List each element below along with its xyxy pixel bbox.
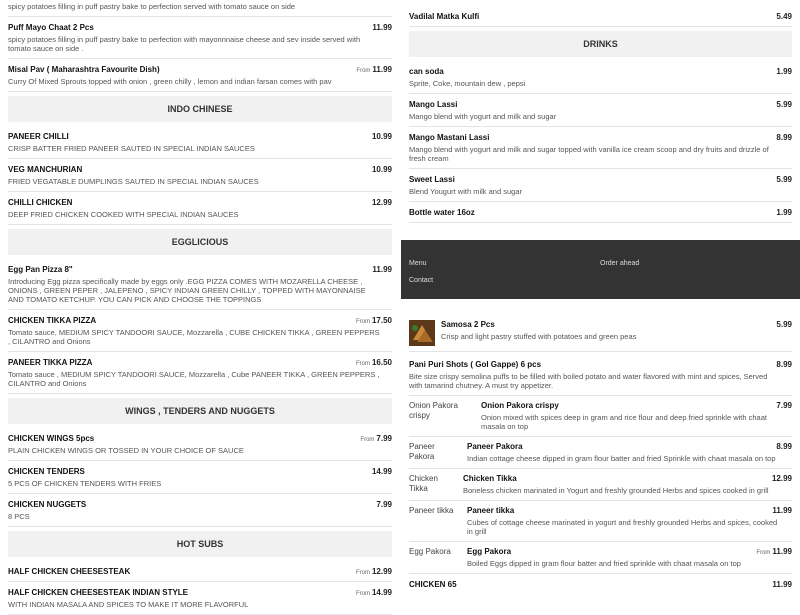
item-price xyxy=(360,434,392,443)
item-price xyxy=(372,132,392,141)
item-header xyxy=(8,198,392,207)
item-description: Crisp and light pastry stuffed with potatoes and green peas xyxy=(441,332,637,341)
item-name: Mango Lassi xyxy=(409,100,458,109)
item-header xyxy=(467,442,792,451)
menu-item[interactable] xyxy=(8,494,392,527)
price-value: 12.99 xyxy=(771,474,792,483)
item-header xyxy=(8,23,392,32)
item-description: Boneless chicken marinated in Yogurt and freshly grounded Herbs and spices cooked in grill xyxy=(463,486,769,495)
price-from-label: From xyxy=(360,437,375,443)
price-value: 1.99 xyxy=(776,208,792,217)
broken-image-alt: Paneer tikka xyxy=(409,506,454,515)
item-name: VEG MANCHURIAN xyxy=(8,165,83,174)
menu-group-appetizers xyxy=(409,396,792,574)
item-price xyxy=(776,401,792,410)
item-description: 8 PCS xyxy=(8,512,30,521)
price-value: 5.99 xyxy=(776,175,792,184)
price-from-label: From xyxy=(355,570,370,576)
menu-item[interactable] xyxy=(8,17,392,59)
menu-item[interactable] xyxy=(409,169,792,202)
item-description: Mango blend with yogurt and milk and sugar xyxy=(409,112,557,121)
item-header xyxy=(8,567,392,576)
item-name: CHICKEN TIKKA PIZZA xyxy=(8,316,97,325)
item-header xyxy=(463,474,792,483)
item-name: Bottle water 16oz xyxy=(409,208,475,217)
price-value: 17.50 xyxy=(371,316,392,325)
item-price: 11.99 xyxy=(772,580,792,589)
item-header xyxy=(8,434,392,443)
price-value: 10.99 xyxy=(371,165,392,174)
item-name: CHILLI CHICKEN xyxy=(8,198,73,207)
menu-item[interactable] xyxy=(409,94,792,127)
item-price xyxy=(776,133,792,142)
item-price xyxy=(356,358,392,367)
menu-item[interactable] xyxy=(409,0,792,27)
item-description: spicy potatoes filling in puff pastry bake to perfection served with tomato sauce on side xyxy=(8,2,296,11)
price-value: 12.99 xyxy=(371,567,392,576)
item-description: Sprite, Coke, mountain dew , pepsi xyxy=(409,79,526,88)
item-description: spicy potatoes filling in puff pastry bake to perfection with mayonnnaise cheese and sev inside served with tomato sauce on side . xyxy=(8,35,361,53)
menu-item[interactable] xyxy=(409,469,792,501)
item-header xyxy=(409,208,792,217)
item-body xyxy=(467,506,792,536)
item-name: Egg Pan Pizza 8" xyxy=(8,265,73,274)
item-description: Cubes of cottage cheese marinated in yogurt and freshly grounded Herbs and spices, cooked in grill xyxy=(467,518,778,536)
menu-group-drinks xyxy=(409,61,792,223)
price-value: 11.99 xyxy=(372,23,392,32)
item-price xyxy=(772,474,792,483)
broken-image-alt: Paneer Pakora xyxy=(409,442,435,461)
item-price xyxy=(776,100,792,109)
item-description: CRISP BATTER FRIED PANEER SAUTED IN SPECIAL INDIAN SAUCES xyxy=(8,144,255,153)
item-description: Boiled Eggs dipped in gram flour batter and fried sprinkle with chaat masala on top xyxy=(467,559,741,568)
item-price xyxy=(776,67,792,76)
item-name: Puff Mayo Chaat 2 Pcs xyxy=(8,23,94,32)
item-description: FRIED VEGATABLE DUMPLINGS SAUTED IN SPECIAL INDIAN SAUCES xyxy=(8,177,259,186)
item-price xyxy=(772,506,792,515)
item-name: Chicken Tikka xyxy=(463,474,517,483)
item-header xyxy=(8,165,392,174)
item-description: 5 PCS OF CHICKEN TENDERS WITH FRIES xyxy=(8,479,162,488)
menu-item[interactable] xyxy=(409,202,792,223)
nav-link-menu[interactable]: Menu xyxy=(409,260,427,267)
item-header xyxy=(8,316,392,325)
item-description: Indian cottage cheese dipped in gram flour batter and fried Sprinkle with chaat masala on top xyxy=(467,454,776,463)
item-description: Curry Of Mixed Sprouts topped with onion , green chilly , lemon and indian farsan comes with pav xyxy=(8,77,332,86)
item-description: DEEP FRIED CHICKEN COOKED WITH SPECIAL INDIAN SAUCES xyxy=(8,210,239,219)
menu-group-egglicious xyxy=(8,259,392,394)
price-value: 7.99 xyxy=(376,500,392,509)
menu-group-wings xyxy=(8,428,392,527)
menu-item[interactable] xyxy=(8,192,392,225)
menu-item-partial[interactable] xyxy=(8,0,392,17)
item-name: PANEER TIKKA PIZZA xyxy=(8,358,93,367)
item-name: PANEER CHILLI xyxy=(8,132,69,141)
item-name: CHICKEN TENDERS xyxy=(8,467,85,476)
item-name: CHICKEN WINGS 5pcs xyxy=(8,434,95,443)
menu-item[interactable] xyxy=(409,574,792,594)
price-value: 14.99 xyxy=(371,467,392,476)
item-header xyxy=(467,506,792,515)
item-description: Onion mixed with spices deep in gram and rice flour and deep fried sprinkle with chaat masala on top xyxy=(481,413,767,431)
item-name: HALF CHICKEN CHEESESTEAK INDIAN STYLE xyxy=(8,588,189,597)
left-menu-column xyxy=(0,0,400,609)
menu-item[interactable] xyxy=(8,159,392,192)
nav-link-order-ahead[interactable]: Order ahead xyxy=(600,260,640,267)
item-header xyxy=(8,65,392,74)
footer-nav-bar xyxy=(401,240,800,299)
item-body xyxy=(481,401,792,431)
menu-item[interactable] xyxy=(8,259,392,310)
item-header xyxy=(467,547,792,556)
menu-item[interactable] xyxy=(8,461,392,494)
item-price xyxy=(372,23,392,32)
section-egglicious: EGGLICIOUS xyxy=(8,229,392,255)
item-description: Tomato sauce, MEDIUM SPICY TANDOORI SAUCE, Mozzarella , CUBE CHICKEN TIKKA , GREEN PEPPERS , CILANTRO and Onions xyxy=(8,328,380,346)
price-value: 11.99 xyxy=(772,506,792,515)
price-value: 10.99 xyxy=(371,132,392,141)
item-price xyxy=(372,467,392,476)
appetizers-block xyxy=(409,290,792,594)
item-price xyxy=(356,316,392,325)
menu-item[interactable] xyxy=(8,428,392,461)
menu-item[interactable] xyxy=(409,61,792,94)
item-description: Tomato sauce , MEDIUM SPICY TANDOORI SAUCE, Mozzarella , Cube PANEER TIKKA , GREEN PEPPERS , CILANTRO and Onions xyxy=(8,370,380,388)
item-header xyxy=(409,133,792,142)
item-name: Onion Pakora crispy xyxy=(481,401,559,410)
item-name: Sweet Lassi xyxy=(409,175,455,184)
item-description: WITH INDIAN MASALA AND SPICES TO MAKE IT MORE FLAVORFUL xyxy=(8,600,249,609)
price-from-label: From xyxy=(355,361,370,367)
price-value: 8.99 xyxy=(776,442,792,451)
item-name: CHICKEN NUGGETS xyxy=(8,500,87,509)
price-value: 11.99 xyxy=(372,65,392,74)
item-name: can soda xyxy=(409,67,444,76)
menu-item[interactable] xyxy=(409,396,792,437)
section-drinks: DRINKS xyxy=(409,31,792,57)
item-header xyxy=(8,132,392,141)
section-indo-chinese: INDO CHINESE xyxy=(8,96,392,122)
menu-group-chaat xyxy=(8,17,392,92)
price-value: 8.99 xyxy=(776,133,792,142)
price-value: 11.99 xyxy=(372,265,392,274)
menu-item-samosa[interactable] xyxy=(409,300,792,352)
item-name: CHICKEN 65 xyxy=(409,580,457,589)
price-value: 16.50 xyxy=(371,358,392,367)
price-value: 7.99 xyxy=(376,434,392,443)
item-body xyxy=(467,547,792,568)
item-header xyxy=(8,265,392,274)
item-header xyxy=(8,500,392,509)
item-header xyxy=(8,467,392,476)
item-price xyxy=(372,198,392,207)
item-price xyxy=(356,588,392,597)
menu-item[interactable] xyxy=(8,59,392,92)
item-price xyxy=(372,165,392,174)
item-body xyxy=(463,474,792,495)
section-wings: WINGS , TENDERS AND NUGGETS xyxy=(8,398,392,424)
item-header xyxy=(409,67,792,76)
price-value: 5.99 xyxy=(776,100,792,109)
item-header xyxy=(8,358,392,367)
menu-item[interactable] xyxy=(8,126,392,159)
item-price xyxy=(756,547,792,556)
item-price xyxy=(356,65,392,74)
item-price: 5.49 xyxy=(776,12,792,21)
price-from-label: From xyxy=(756,550,771,556)
item-description: Introducing Egg pizza specifically made by eggs only .EGG PIZZA COMES WITH MOZARELLA CHEESE , ONIONS , GREEN PEPER , JALEPENO , SPICY INDIAN GREEN CHILLY , TOPPED WITH MAYONNAISE AND TOMATO KETCHUP. YOU CAN PICK AND CHOOSE THE TOPPINGS xyxy=(8,277,366,304)
item-price xyxy=(776,175,792,184)
item-name: Misal Pav ( Maharashtra Favourite Dish) xyxy=(8,65,160,74)
item-header xyxy=(409,100,792,109)
item-body xyxy=(467,442,792,463)
price-value: 14.99 xyxy=(371,588,392,597)
section-hot-subs: HOT SUBS xyxy=(8,531,392,557)
item-header xyxy=(481,401,792,410)
broken-image-alt: Onion Pakora crispy xyxy=(409,401,458,420)
price-value: 11.99 xyxy=(772,547,792,556)
price-value: 1.99 xyxy=(776,67,792,76)
price-value: 12.99 xyxy=(371,198,392,207)
price-from-label: From xyxy=(355,591,370,597)
item-header xyxy=(409,175,792,184)
item-name: Pani Puri Shots ( Gol Gappe) 6 pcs xyxy=(409,360,542,369)
menu-item[interactable] xyxy=(409,542,792,574)
price-from-label: From xyxy=(355,319,370,325)
item-description: Bite size crispy semolina puffs to be filled with boiled potato and water flavored with mint and spices, Served with tamarind chutney. A must try appetizer. xyxy=(409,372,768,390)
broken-image-alt: Egg Pakora xyxy=(409,547,451,556)
menu-item[interactable] xyxy=(409,127,792,169)
price-from-label: From xyxy=(356,68,371,74)
item-name: Egg Pakora xyxy=(467,547,512,556)
item-price: 5.99 xyxy=(776,320,792,329)
right-menu-column xyxy=(401,0,800,600)
item-description: Blend Yougurt with milk and sugar xyxy=(409,187,522,196)
item-name: Samosa 2 Pcs xyxy=(441,320,495,329)
menu-item[interactable] xyxy=(8,310,392,352)
item-name: Mango Mastani Lassi xyxy=(409,133,490,142)
item-price: 8.99 xyxy=(776,360,792,369)
item-name: HALF CHICKEN CHEESESTEAK xyxy=(8,567,131,576)
menu-item[interactable] xyxy=(8,352,392,394)
item-price xyxy=(376,500,392,509)
menu-item[interactable] xyxy=(409,501,792,542)
price-value: 7.99 xyxy=(776,401,792,410)
menu-item[interactable] xyxy=(8,582,392,615)
item-name: Paneer tikka xyxy=(467,506,515,515)
item-price xyxy=(776,442,792,451)
item-name: Vadilal Matka Kulfi xyxy=(409,12,480,21)
item-price xyxy=(372,265,392,274)
menu-group-indo-chinese xyxy=(8,126,392,225)
menu-item[interactable] xyxy=(409,437,792,469)
item-header xyxy=(8,588,392,597)
menu-item[interactable] xyxy=(8,561,392,582)
item-price xyxy=(776,208,792,217)
item-price xyxy=(356,567,392,576)
item-description: Mango blend with yogurt and milk and sugar topped with vanilla ice cream scoop and dry fruits and drizzle of fresh cream xyxy=(409,145,769,163)
item-name: Paneer Pakora xyxy=(467,442,523,451)
menu-group-hot-subs xyxy=(8,561,392,615)
samosa-photo xyxy=(409,320,435,346)
broken-image-alt: Chicken Tikka xyxy=(409,474,438,493)
menu-item-pani-puri[interactable] xyxy=(409,352,792,396)
item-description: PLAIN CHICKEN WINGS OR TOSSED IN YOUR CHOICE OF SAUCE xyxy=(8,446,244,455)
nav-link-contact[interactable]: Contact xyxy=(409,277,434,284)
